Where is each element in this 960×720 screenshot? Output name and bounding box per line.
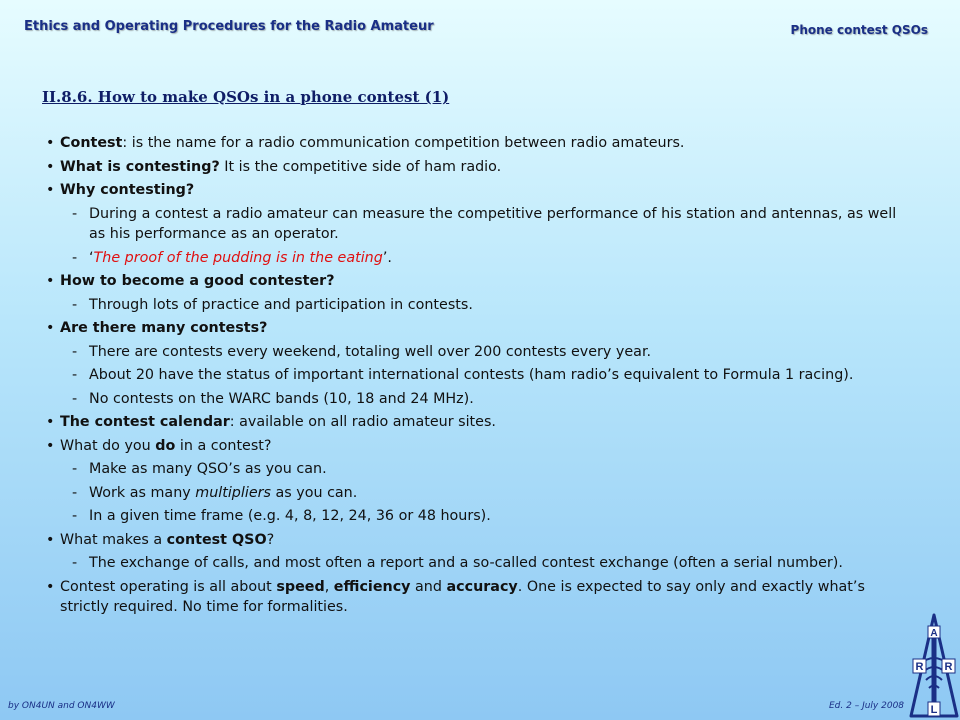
keyword: The contest calendar bbox=[60, 414, 230, 430]
sub-bullet-text: In a given time frame (e.g. 4, 8, 12, 24, 36 or 48 hours). bbox=[89, 508, 491, 524]
sub-bullet-text: During a contest a radio amateur can measure the competitive performance of his station and antennas, as well as his performance as an operator. bbox=[89, 205, 897, 242]
bullet-contest-calendar bbox=[46, 412, 916, 433]
keyword: Are there many contests? bbox=[60, 320, 268, 336]
bullet-what-do-you-do bbox=[46, 436, 916, 457]
sub-bullet bbox=[46, 389, 916, 410]
italic-term: multipliers bbox=[195, 484, 271, 501]
sub-bullet-text: Through lots of practice and participation in contests. bbox=[89, 296, 473, 313]
logo-letter-top: A bbox=[930, 628, 938, 639]
keyword: efficiency bbox=[333, 578, 411, 595]
quote-close: ’. bbox=[382, 249, 392, 266]
bullet-text: What makes a bbox=[60, 531, 167, 548]
bullet-text: , bbox=[324, 578, 334, 595]
keyword: accuracy bbox=[446, 578, 518, 595]
sub-bullet bbox=[46, 295, 916, 316]
keyword: Why contesting? bbox=[60, 182, 195, 198]
sub-bullet bbox=[46, 459, 916, 480]
bullet-text: in a contest? bbox=[175, 437, 272, 454]
keyword: Contest bbox=[60, 135, 123, 151]
logo-letter-left: R bbox=[915, 661, 924, 673]
footer-authors: by ON4UN and ON4WW bbox=[8, 701, 115, 711]
sub-bullet bbox=[46, 204, 916, 245]
bullet-speed-efficiency bbox=[46, 577, 916, 618]
keyword: What is contesting? bbox=[60, 158, 220, 175]
sub-bullet-quote bbox=[46, 248, 916, 269]
sub-bullet bbox=[46, 342, 916, 363]
slide-content bbox=[46, 133, 916, 621]
bullet-text: : is the name for a radio communication competition between radio amateurs. bbox=[122, 135, 685, 151]
quote-open: ‘ bbox=[89, 249, 94, 266]
header-section: Phone contest QSOs bbox=[790, 23, 928, 37]
sub-bullet bbox=[46, 506, 916, 527]
keyword: do bbox=[155, 437, 176, 454]
keyword: speed bbox=[276, 578, 325, 595]
keyword: contest QSO bbox=[166, 531, 267, 548]
bullet-text: . One is expected to say only and exactly what’s strictly required. No time for formalities. bbox=[60, 578, 865, 615]
bullet-contest-qso bbox=[46, 530, 916, 551]
sub-bullet-text: as you can. bbox=[270, 484, 358, 501]
sub-bullet bbox=[46, 365, 916, 386]
bullet-what-is-contesting bbox=[46, 157, 916, 178]
bullet-text: and bbox=[410, 578, 447, 595]
sub-bullet-text: No contests on the WARC bands (10, 18 and 24 MHz). bbox=[89, 390, 474, 407]
sub-bullet-text: There are contests every weekend, totaling well over 200 contests every year. bbox=[89, 343, 652, 360]
arrl-logo bbox=[908, 612, 960, 720]
sub-bullet-text: The exchange of calls, and most often a report and a so-called contest exchange (often a serial number). bbox=[89, 555, 843, 571]
sub-bullet bbox=[46, 483, 916, 504]
footer-edition: Ed. 2 – July 2008 bbox=[829, 701, 905, 711]
bullet-why-contesting bbox=[46, 180, 916, 201]
slide-title: II.8.6. How to make QSOs in a phone contest (1) bbox=[42, 88, 450, 106]
quote-text: The proof of the pudding is in the eating bbox=[93, 249, 383, 266]
sub-bullet-text: Make as many QSO’s as you can. bbox=[89, 461, 327, 477]
sub-bullet-text: About 20 have the status of important international contests (ham radio’s equivalent to Formula 1 racing). bbox=[89, 367, 854, 383]
sub-bullet bbox=[46, 553, 916, 574]
logo-letter-right: R bbox=[944, 661, 953, 673]
sub-bullet-text: Work as many bbox=[89, 484, 196, 501]
keyword: How to become a good contester? bbox=[60, 273, 335, 289]
bullet-text: What do you bbox=[60, 437, 156, 454]
header-title: Ethics and Operating Procedures for the Radio Amateur bbox=[24, 19, 434, 34]
bullet-text: : available on all radio amateur sites. bbox=[229, 414, 496, 430]
bullet-text: ? bbox=[266, 531, 275, 548]
bullet-contest bbox=[46, 133, 916, 154]
bullet-many-contests bbox=[46, 318, 916, 339]
bullet-good-contester bbox=[46, 271, 916, 292]
bullet-text: It is the competitive side of ham radio. bbox=[219, 158, 502, 175]
logo-letter-bottom: L bbox=[930, 704, 938, 716]
bullet-text: Contest operating is all about bbox=[60, 578, 277, 595]
